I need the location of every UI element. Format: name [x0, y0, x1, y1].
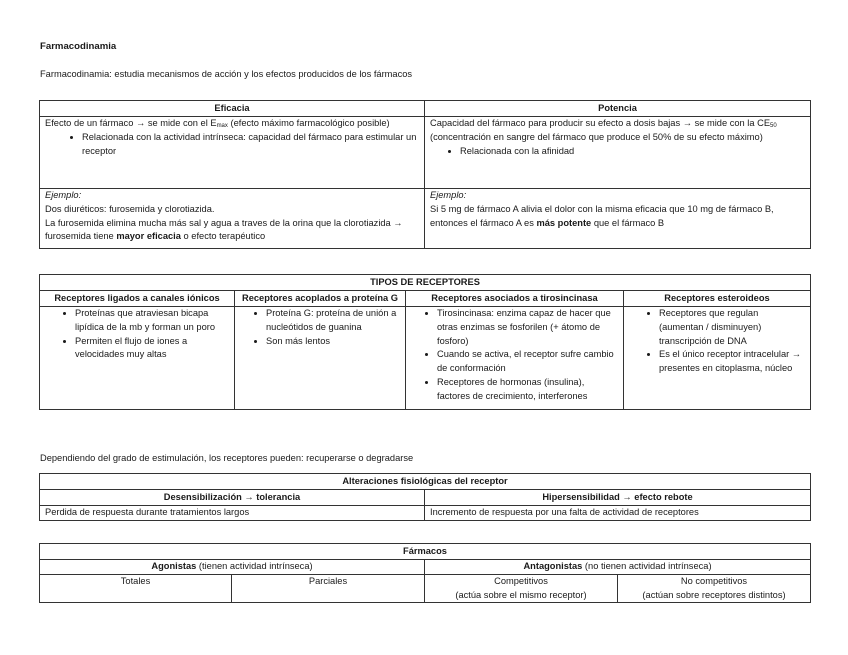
eficacia-definition: Efecto de un fármaco → se mide con el $E_{max}$ (efecto máximo farmacológico posible) • Relacionada con la actividad intrínseca: capacidad del fármaco para estimular un receptor	[40, 117, 425, 189]
receptor-header-gprotein: Receptores acoplados a proteína G	[235, 291, 406, 307]
drug-table	[39, 543, 811, 603]
desensitization-text: Perdida de respuesta durante tratamientos largos	[40, 506, 425, 521]
list-item: • Receptores que regulan (aumentan / disminuyen) transcripción de DNA	[659, 307, 805, 348]
receptor-table-title: TIPOS DE RECEPTORES	[40, 275, 811, 291]
page-title: Farmacodinamia	[40, 41, 117, 52]
list-item: • Es el único receptor intracelular → presentes en citoplasma, núcleo	[659, 348, 805, 376]
potencia-bullet: • Relacionada con la afinidad	[460, 145, 805, 159]
noncompetitive-antagonists: No competitivos (actúan sobre receptores distintos)	[618, 574, 811, 603]
potencia-example: Ejemplo: Si 5 mg de fármaco A alivia el dolor con la misma eficacia que 10 mg de fármaco B, entonces el fármaco A es más potente que el fármaco B	[425, 189, 811, 249]
potencia-definition: Capacidad del fármaco para producir su efecto a dosis bajas → se mide con la $CE_{50}$ (concentración en sangre del fármaco que produce el 50% de su efecto máximo) • Relacionada con la afinidad	[425, 117, 811, 189]
desensitization-header: Desensibilización → tolerancia	[40, 490, 425, 506]
alteration-table	[39, 473, 811, 521]
agonists-header: Agonistas (tienen actividad intrínseca)	[40, 560, 425, 575]
list-item: • Cuando se activa, el receptor sufre cambio de conformación	[437, 348, 618, 376]
intro-text: Farmacodinamia: estudia mecanismos de acción y los efectos producidos de los fármacos	[40, 69, 413, 79]
competitive-antagonists: Competitivos (actúa sobre el mismo receptor)	[425, 574, 618, 603]
receptor-steroid-cell	[624, 307, 811, 410]
antagonists-header: Antagonistas (no tienen actividad intrínseca)	[425, 560, 811, 575]
receptor-ionic-cell	[40, 307, 235, 410]
receptor-gprotein-cell	[235, 307, 406, 410]
receptor-header-tyrosine: Receptores asociados a tirosincinasa	[406, 291, 624, 307]
potencia-header: Potencia	[425, 101, 811, 117]
list-item: • Son más lentos	[266, 335, 400, 349]
list-item: • Receptores de hormonas (insulina), factores de crecimiento, interferones	[437, 376, 618, 404]
receptor-header-ionic: Receptores ligados a canales iónicos	[40, 291, 235, 307]
hypersensitivity-text: Incremento de respuesta por una falta de actividad de receptores	[425, 506, 811, 521]
list-item: • Tirosincinasa: enzima capaz de hacer que otras enzimas se fosforilen (+ átomo de fosforo)	[437, 307, 618, 348]
list-item: • Permiten el flujo de iones a velocidades muy altas	[75, 335, 229, 363]
efficacy-potency-table	[39, 100, 811, 249]
partial-agonists: Parciales	[232, 574, 425, 603]
degradation-note: Dependiendo del grado de estimulación, los receptores pueden: recuperarse o degradarse	[40, 453, 414, 463]
eficacia-bullet: • Relacionada con la actividad intrínseca: capacidad del fármaco para estimular un receptor	[82, 131, 419, 159]
list-item: • Proteína G: proteína de unión a nucleótidos de guanina	[266, 307, 400, 335]
receptor-header-steroid: Receptores esteroideos	[624, 291, 811, 307]
total-agonists: Totales	[40, 574, 232, 603]
list-item: • Proteínas que atraviesan bicapa lipídica de la mb y forman un poro	[75, 307, 229, 335]
hypersensitivity-header: Hipersensibilidad → efecto rebote	[425, 490, 811, 506]
receptor-tyrosine-cell	[406, 307, 624, 410]
receptor-types-table	[39, 274, 811, 410]
eficacia-header: Eficacia	[40, 101, 425, 117]
alteration-title: Alteraciones fisiológicas del receptor	[40, 474, 811, 490]
eficacia-example: Ejemplo: Dos diuréticos: furosemida y clorotiazida. La furosemida elimina mucha más sal y agua a traves de la orina que la clorotiazida → furosemida tiene mayor eficacia o efecto terapéutico	[40, 189, 425, 249]
drug-table-title: Fármacos	[40, 544, 811, 560]
